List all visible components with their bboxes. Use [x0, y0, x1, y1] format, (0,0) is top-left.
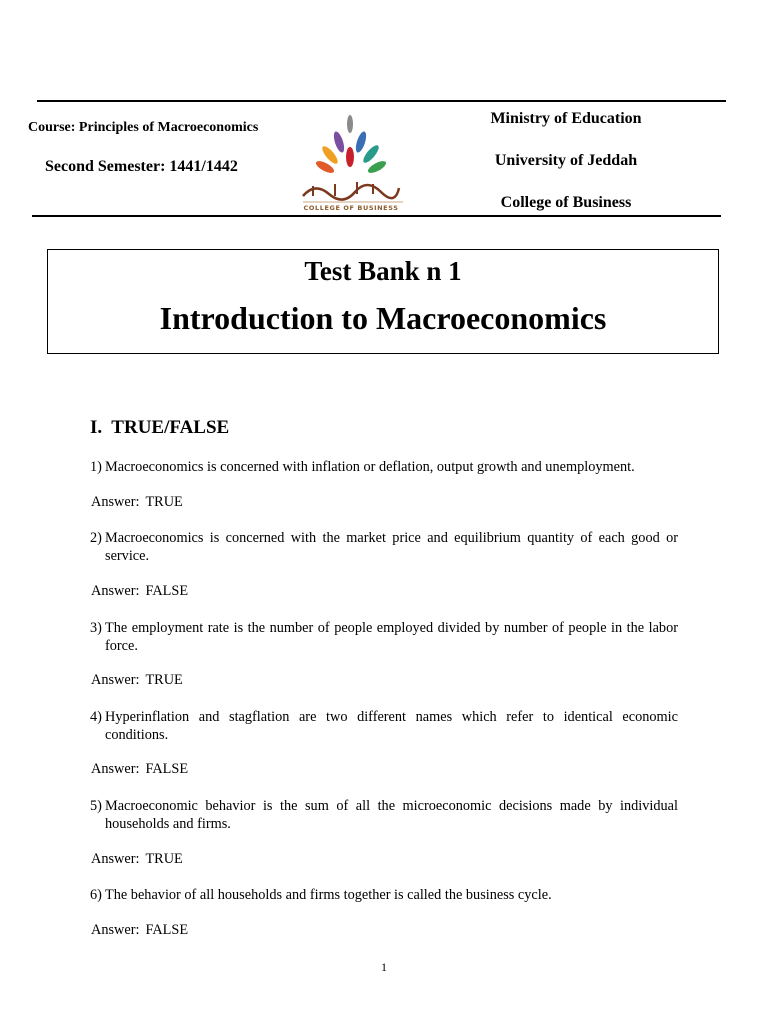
- answer-label: Answer:: [91, 583, 140, 599]
- answer-line: [91, 922, 188, 939]
- answer-line: [91, 851, 183, 868]
- answer-value: TRUE: [145, 851, 183, 867]
- answer-label: Answer:: [91, 672, 140, 688]
- answer-label: Answer:: [91, 922, 140, 938]
- question-item: [90, 619, 678, 655]
- question-number: 3): [90, 620, 102, 636]
- answer-value: FALSE: [145, 583, 189, 599]
- question-number: 4): [90, 709, 102, 725]
- answer-value: FALSE: [145, 922, 189, 938]
- question-text: Macroeconomics is concerned with the market price and equilibrium quantity of each good or service.: [105, 530, 678, 564]
- question-number: 5): [90, 798, 102, 814]
- question-text: The employment rate is the number of people employed divided by number of people in the labor force.: [105, 620, 678, 654]
- question-item: [90, 529, 678, 565]
- question-item: [90, 886, 678, 904]
- header-top-rule: [37, 100, 726, 102]
- question-item: [90, 708, 678, 744]
- course-label: Course: Principles of Macroeconomics: [28, 120, 259, 135]
- question-text: Hyperinflation and stagflation are two different names which refer to identical economic conditions.: [105, 709, 678, 743]
- answer-line: [91, 494, 183, 511]
- college-logo: [295, 110, 407, 214]
- test-bank-title: Test Bank n 1: [304, 256, 462, 286]
- question-text: The behavior of all households and firms together is called the business cycle.: [105, 887, 552, 903]
- page-number: 1: [381, 960, 387, 974]
- question-text: Macroeconomics is concerned with inflation or deflation, output growth and unemployment.: [105, 459, 635, 475]
- university-label: University of Jeddah: [494, 152, 638, 169]
- ministry-label: Ministry of Education: [490, 110, 642, 127]
- answer-line: [91, 672, 183, 689]
- question-number: 1): [90, 459, 102, 475]
- answer-value: TRUE: [145, 494, 183, 510]
- title-box: [47, 249, 719, 354]
- question-number: 6): [90, 887, 102, 903]
- question-number: 2): [90, 530, 102, 546]
- question-text: Macroeconomic behavior is the sum of all the microeconomic decisions made by individual households and firms.: [105, 798, 678, 832]
- answer-label: Answer:: [91, 494, 140, 510]
- answer-label: Answer:: [91, 761, 140, 777]
- college-label: College of Business: [500, 194, 632, 211]
- answer-line: [91, 761, 188, 778]
- college-logo-icon: [295, 110, 407, 214]
- answer-line: [91, 583, 188, 600]
- section-heading: I. TRUE/FALSE: [90, 417, 230, 438]
- logo-caption: COLLEGE OF BUSINESS: [303, 204, 399, 212]
- answer-value: FALSE: [145, 761, 189, 777]
- answer-label: Answer:: [91, 851, 140, 867]
- answer-value: TRUE: [145, 672, 183, 688]
- chapter-title: Introduction to Macroeconomics: [159, 300, 607, 336]
- question-item: [90, 797, 678, 833]
- question-item: [90, 458, 678, 476]
- semester-label: Second Semester: 1441/1442: [45, 158, 238, 175]
- header-bottom-rule: [32, 215, 721, 217]
